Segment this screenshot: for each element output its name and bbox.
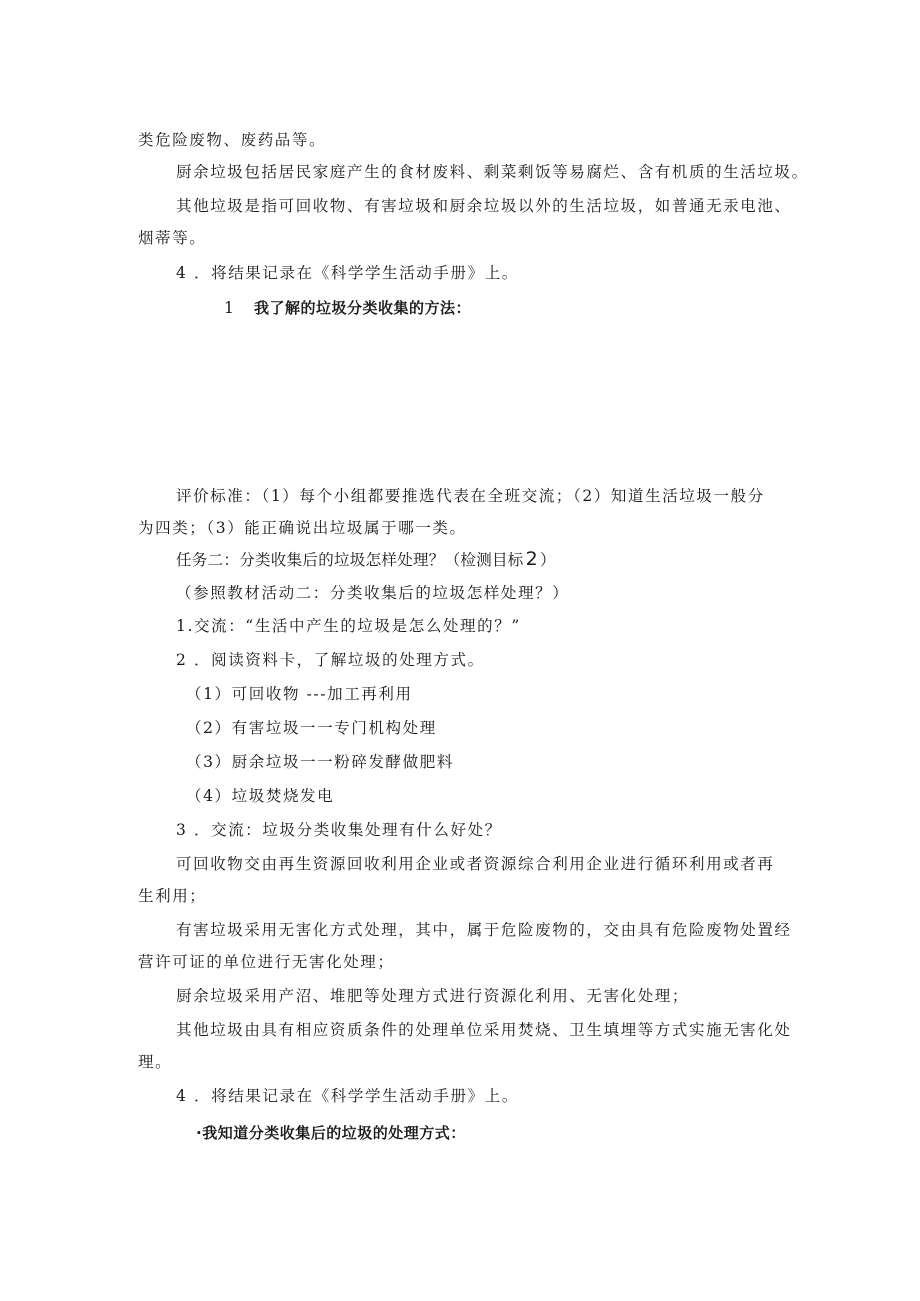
section-heading-number: 1 — [224, 299, 236, 317]
section-heading-treatment: ·我知道分类收集后的垃圾的处理方式： — [196, 1124, 466, 1142]
paragraph-hazardous-line2: 营许可证的单位进行无害化处理； — [138, 953, 395, 971]
section-heading-methods: 我了解的垃圾分类收集的方法： — [254, 299, 472, 317]
task-two-target-number: 2 — [525, 548, 538, 570]
paragraph-recyclables-line1: 可回收物交由再生资源回收利用企业或者资源综合利用企业进行循环利用或者再 — [176, 855, 775, 873]
list-item-read-card: 2 ．阅读资料卡，了解垃圾的处理方式。 — [176, 651, 485, 669]
sub-item-recyclables: （1）可回收物 ---加工再利用 — [186, 685, 413, 703]
paragraph-other-treatment-line2: 理。 — [138, 1053, 173, 1071]
task-two-close: ） — [540, 551, 556, 569]
reference-note: （参照教材活动二：分类收集后的垃圾怎样处理？） — [176, 584, 570, 602]
paragraph-other-waste-line1: 其他垃圾是指可回收物、有害垃圾和厨余垃圾以外的生活垃圾，如普通无汞电池、 — [176, 197, 792, 215]
paragraph-other-waste-line2: 烟蒂等。 — [138, 229, 207, 247]
evaluation-criteria-line2: 为四类；（3）能正确说出垃圾属于哪一类。 — [138, 519, 467, 537]
list-item-discussion: 1.交流：“生活中产生的垃圾是怎么处理的？” — [176, 617, 521, 635]
sub-item-hazardous: （2）有害垃圾一一专门机构处理 — [186, 719, 437, 737]
paragraph-kitchen-waste: 厨余垃圾包括居民家庭产生的食材废料、剩菜剩饭等易腐烂、含有机质的生活垃圾。 — [176, 163, 809, 181]
evaluation-criteria-line1: 评价标准：（1）每个小组都要推选代表在全班交流；（2）知道生活垃圾一般分 — [176, 487, 765, 505]
task-two-title — [176, 549, 556, 570]
paragraph-hazardous-line1: 有害垃圾采用无害化方式处理，其中，属于危险废物的，交由具有危险废物处置经 — [176, 921, 792, 939]
paragraph-text: 类危险废物、废药品等。 — [138, 131, 327, 149]
paragraph-recyclables-line2: 生利用； — [138, 887, 207, 905]
paragraph-kitchen-treatment: 厨余垃圾采用产沼、堆肥等处理方式进行资源化利用、无害化处理； — [176, 987, 690, 1005]
step-record-results: 4 ．将结果记录在《科学学生活动手册》上。 — [176, 264, 519, 282]
paragraph-other-treatment-line1: 其他垃圾由具有相应资质条件的处理单位采用焚烧、卫生填埋等方式实施无害化处 — [176, 1021, 792, 1039]
task-two-text: 任务二：分类收集后的垃圾怎样处理？（检测目标 — [176, 551, 524, 569]
sub-item-incineration: （4）垃圾焚烧发电 — [186, 787, 335, 805]
step-record-results-2: 4 ．将结果记录在《科学学生活动手册》上。 — [176, 1087, 519, 1105]
list-item-benefits: 3 ．交流：垃圾分类收集处理有什么好处？ — [176, 821, 502, 839]
sub-item-kitchen: （3）厨余垃圾一一粉碎发酵做肥料 — [186, 753, 454, 771]
